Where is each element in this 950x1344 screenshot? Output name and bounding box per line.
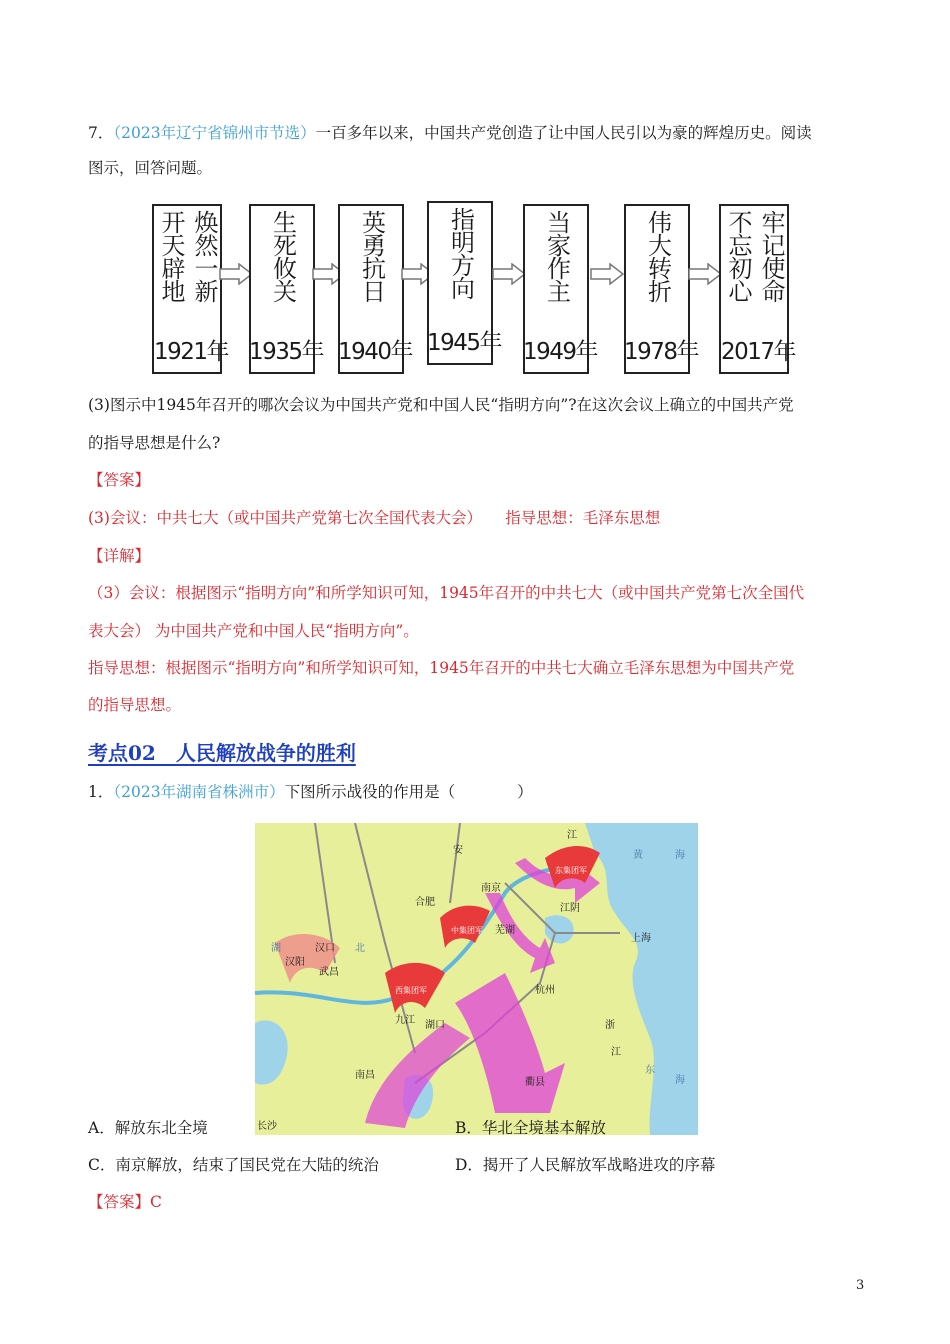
- timeline-box-1949: [522, 204, 598, 374]
- timeline-2017-year: 2017年: [720, 339, 796, 365]
- answer-2-label: 【答案】: [88, 1193, 151, 1211]
- q1-text: 下图所示战役的作用是（ ）: [284, 783, 533, 801]
- detail-line-1: （3）会议：根据图示“指明方向”和所学知识可知，1945年召开的中共七大（或中国共产党第七次全国代: [88, 584, 805, 602]
- timeline-box-1978: [623, 204, 699, 374]
- map-label-wuchang: 武昌: [319, 967, 339, 978]
- map-label-shanghai: 上海: [631, 933, 651, 944]
- timeline-1949-year: 1949年: [522, 339, 598, 365]
- map-label-changsha: 长沙: [257, 1121, 277, 1132]
- detail-label: 【详解】: [88, 547, 151, 565]
- q7-text-1: 一百多年以来，中国共产党创造了让中国人民引以为豪的辉煌历史。阅读: [315, 124, 812, 142]
- answer-label: 【答案】: [88, 471, 151, 489]
- arrow-right-icon: [492, 263, 526, 285]
- map-label-jiujiang: 九江: [395, 1015, 415, 1026]
- q1-number: 1．: [88, 783, 114, 801]
- timeline-box-1945: [426, 201, 502, 365]
- map-label-nanjing: 南京: [481, 883, 501, 894]
- map-label-west-army: 西集团军: [395, 986, 427, 995]
- map-label-zhe: 浙: [605, 1020, 615, 1031]
- detail-line-2: 表大会） 为中国共产党和中国人民“指明方向”。: [88, 622, 419, 640]
- map-label-jiangyin: 江阴: [560, 903, 580, 914]
- map-label-hangzhou: 杭州: [535, 985, 555, 996]
- map-label-central-army: 中集团军: [451, 926, 483, 935]
- map-label-hai-1: 海: [675, 850, 685, 861]
- timeline-1940-col-1: 英勇抗日: [357, 210, 386, 302]
- section-heading: 考点02 人民解放战争的胜利: [88, 741, 356, 765]
- timeline-1935-col-1: 生死攸关: [268, 210, 297, 302]
- timeline-box-2017: [719, 204, 796, 374]
- q7-source: （2023年辽宁省锦州市节选）: [113, 124, 316, 142]
- map-label-bei: 北: [355, 943, 365, 954]
- arrow-right-icon: [219, 263, 253, 285]
- battle-map: [255, 823, 698, 1135]
- detail-line-4: 的指导思想。: [88, 696, 182, 714]
- option-d: D．揭开了人民解放军战略进攻的序幕: [455, 1156, 716, 1174]
- q7-number: 7．: [88, 124, 114, 142]
- answer-text: (3)会议：中共七大（或中国共产党第七次全国代表大会） 指导思想：毛泽东思想: [88, 509, 661, 527]
- timeline-1921-col-1: 开天辟地: [157, 210, 185, 302]
- q7-line-1: [88, 122, 868, 144]
- map-label-quxian: 衢县: [525, 1077, 545, 1088]
- option-c: C．南京解放，结束了国民党在大陆的统治: [88, 1156, 379, 1174]
- map-label-hankou: 汉口: [315, 943, 335, 954]
- map-label-jiang-1: 江: [567, 830, 577, 841]
- detail-line-3: 指导思想：根据图示“指明方向”和所学知识可知，1945年召开的中共七大确立毛泽东思想为中国共产党: [88, 659, 795, 677]
- timeline-1978-year: 1978年: [623, 339, 699, 365]
- map-label-nanchang: 南昌: [355, 1070, 375, 1081]
- q7-text-2: 图示，回答问题。: [88, 159, 213, 177]
- q7-3-line-2: 的指导思想是什么?: [88, 434, 221, 452]
- timeline-2017-col-1: 不忘初心: [724, 210, 752, 302]
- timeline-1940-year: 1940年: [337, 339, 413, 365]
- answer-2-value: C: [150, 1193, 162, 1211]
- q1-source: （2023年湖南省株洲市）: [113, 783, 285, 801]
- map-label-hanyang: 汉阳: [285, 957, 305, 968]
- option-a: A．解放东北全境: [88, 1119, 208, 1137]
- map-label-jiang-2: 江: [611, 1047, 621, 1058]
- arrow-right-icon: [688, 263, 722, 285]
- timeline-1949-col-1: 当家作主: [542, 210, 571, 302]
- arrow-right-icon: [590, 263, 624, 285]
- map-label-huang: 黄: [633, 850, 643, 861]
- timeline-1978-col-1: 伟大转折: [643, 210, 672, 302]
- map-label-hukou: 湖口: [425, 1020, 445, 1031]
- timeline-1945-col-1: 指明方向: [446, 207, 475, 299]
- map-label-an: 安: [453, 845, 463, 856]
- timeline-1945-year: 1945年: [426, 330, 502, 356]
- map-label-wuhu: 芜湖: [495, 925, 515, 936]
- timeline-box-1940: [337, 204, 413, 374]
- timeline-1935-year: 1935年: [248, 339, 324, 365]
- page-number: 3: [856, 1278, 865, 1293]
- map-label-east-army: 东集团军: [555, 866, 587, 875]
- q7-3-line-1: (3)图示中1945年召开的哪次会议为中国共产党和中国人民“指明方向”?在这次会议上确立的中国共产党: [88, 396, 794, 414]
- map-label-hai-2: 海: [675, 1075, 685, 1086]
- timeline-1921-year: 1921年: [153, 339, 229, 365]
- map-label-dong: 东: [645, 1065, 655, 1076]
- timeline-1921-col-2: 焕然一新: [190, 210, 218, 302]
- q1-line: [88, 781, 868, 803]
- timeline-box-1935: [248, 204, 324, 374]
- option-b: B．华北全境基本解放: [455, 1119, 606, 1137]
- answer-2-line: [88, 1191, 868, 1213]
- timeline-2017-col-2: 牢记使命: [757, 210, 785, 302]
- map-label-hefei: 合肥: [415, 897, 435, 908]
- timeline-box-1921: [152, 204, 229, 374]
- map-label-hu-1: 湖: [271, 943, 281, 954]
